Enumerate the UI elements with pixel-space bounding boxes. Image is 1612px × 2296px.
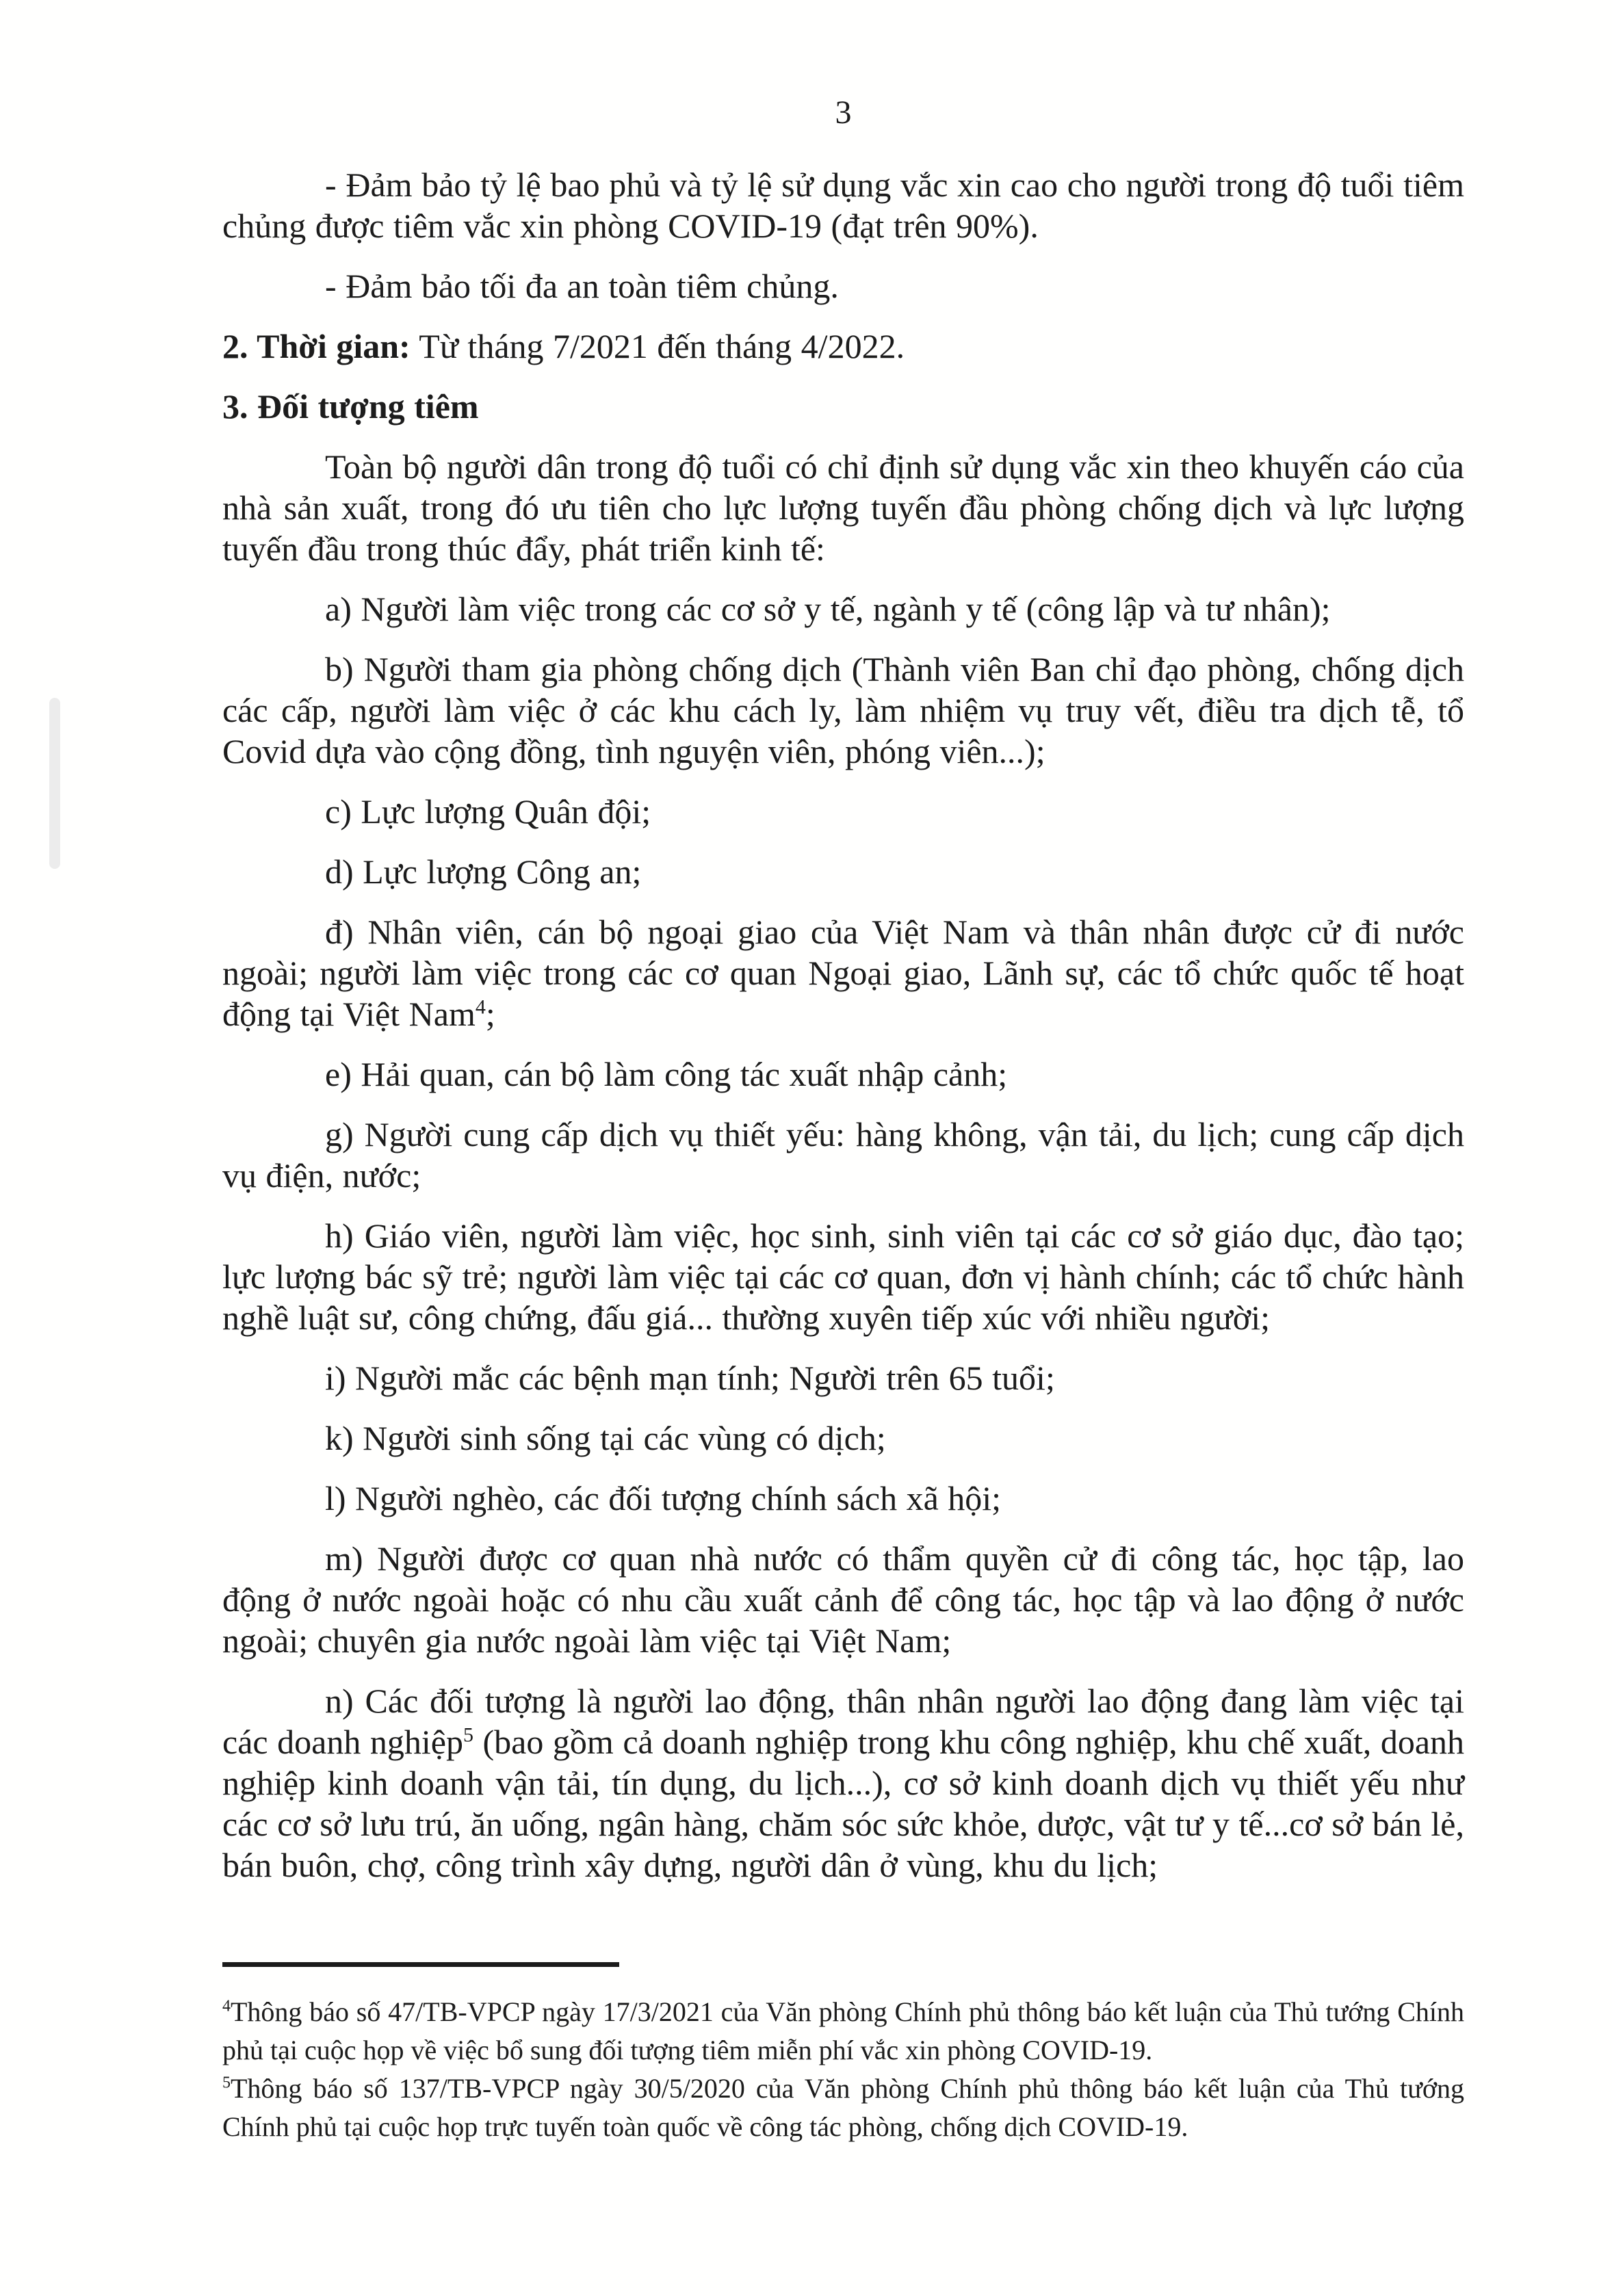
paragraph-text: đ) Nhân viên, cán bộ ngoại giao của Việt Nam và thân nhân được cử đi nước ngoài; người làm việc trong các cơ quan Ngoại giao, Lãnh sự, các tổ chức quốc tế hoạt động tại Việt Nam: [222, 913, 1464, 1033]
footnote-text: Thông báo số 47/TB-VPCP ngày 17/3/2021 của Văn phòng Chính phủ thông báo kết luận của Thủ tướng Chính phủ tại cuộc họp về việc bổ sung đối tượng tiêm miễn phí vắc xin phòng COVID-19.: [222, 1996, 1464, 2065]
footnote-number: 4: [222, 1997, 231, 2015]
paragraph-text: e) Hải quan, cán bộ làm công tác xuất nhập cảnh;: [325, 1055, 1008, 1093]
list-item-a: [222, 588, 1464, 629]
list-item-n: [222, 1680, 1464, 1886]
footnotes-section: [222, 1962, 1464, 2146]
list-item-d: [222, 851, 1464, 892]
paragraph-text: g) Người cung cấp dịch vụ thiết yếu: hàng không, vận tải, du lịch; cung cấp dịch vụ điện, nước;: [222, 1115, 1464, 1195]
list-item-m: [222, 1538, 1464, 1661]
list-item-i: [222, 1357, 1464, 1398]
footnote-divider: [222, 1962, 619, 1967]
section-heading-time: [222, 326, 1464, 367]
paragraph-text: Từ tháng 7/2021 đến tháng 4/2022.: [410, 327, 905, 365]
list-item-e: [222, 1054, 1464, 1095]
paragraph-text: b) Người tham gia phòng chống dịch (Thành viên Ban chỉ đạo phòng, chống dịch các cấp, người làm việc ở các khu cách ly, làm nhiệm vụ truy vết, điều tra dịch tễ, tổ Covid dựa vào cộng đồng, tình nguyện viên, phóng viên...);: [222, 650, 1464, 770]
scan-artifact: [49, 698, 60, 869]
list-item-h: [222, 1215, 1464, 1338]
list-item-k: [222, 1418, 1464, 1459]
list-item-dd: [222, 911, 1464, 1034]
paragraph-text: n) Các đối tượng là người lao động, thân nhân người lao động đang làm việc tại các doanh nghiệp: [222, 1682, 1464, 1761]
paragraph-text: a) Người làm việc trong các cơ sở y tế, ngành y tế (công lập và tư nhân);: [325, 590, 1331, 628]
paragraph-text: Toàn bộ người dân trong độ tuổi có chỉ định sử dụng vắc xin theo khuyến cáo của nhà sản xuất, trong đó ưu tiên cho lực lượng tuyến đầu phòng chống dịch và lực lượng tuyến đầu trong thúc đẩy, phát triển kinh tế:: [222, 447, 1464, 568]
list-item-l: [222, 1478, 1464, 1519]
footnote-ref: 4: [475, 995, 486, 1019]
paragraph-bold: 2. Thời gian:: [222, 327, 411, 365]
list-item-b: [222, 649, 1464, 772]
footnote-ref: 5: [463, 1723, 473, 1747]
footnote-number: 5: [222, 2074, 231, 2092]
document-content: [222, 92, 1464, 1886]
paragraph-text: i) Người mắc các bệnh mạn tính; Người trên 65 tuổi;: [325, 1359, 1055, 1397]
paragraph-text: - Đảm bảo tối đa an toàn tiêm chủng.: [325, 267, 839, 305]
paragraph-text: l) Người nghèo, các đối tượng chính sách xã hội;: [325, 1479, 1002, 1517]
paragraph-text: h) Giáo viên, người làm việc, học sinh, sinh viên tại các cơ sở giáo dục, đào tạo; lực lượng bác sỹ trẻ; người làm việc tại các cơ quan, đơn vị hành chính; các tổ chức hành nghề luật sư, công chứng, đấu giá... thường xuyên tiếp xúc với nhiều người;: [222, 1216, 1464, 1337]
paragraph: [222, 164, 1464, 246]
paragraph: [222, 265, 1464, 306]
paragraph-text: d) Lực lượng Công an;: [325, 852, 642, 891]
paragraph-text: m) Người được cơ quan nhà nước có thẩm quyền cử đi công tác, học tập, lao động ở nước ngoài hoặc có nhu cầu xuất cảnh để công tác, học tập và lao động ở nước ngoài; chuyên gia nước ngoài làm việc tại Việt Nam;: [222, 1539, 1464, 1660]
footnote: [222, 2070, 1464, 2146]
paragraph-text-after: ;: [485, 995, 495, 1033]
page-number: 3: [835, 94, 852, 131]
paragraph-bold: 3. Đối tượng tiêm: [222, 387, 479, 426]
paragraph-text: k) Người sinh sống tại các vùng có dịch;: [325, 1419, 886, 1457]
paragraph-text: - Đảm bảo tỷ lệ bao phủ và tỷ lệ sử dụng vắc xin cao cho người trong độ tuổi tiêm chủng được tiêm vắc xin phòng COVID-19 (đạt trên 90%).: [222, 166, 1464, 245]
paragraph-text-after: (bao gồm cả doanh nghiệp trong khu công nghiệp, khu chế xuất, doanh nghiệp kinh doanh vận tải, tín dụng, du lịch...), cơ sở kinh doanh dịch vụ thiết yếu như các cơ sở lưu trú, ăn uống, ngân hàng, chăm sóc sức khỏe, dược, vật tư y tế...cơ sở bán lẻ, bán buôn, chợ, công trình xây dựng, người dân ở vùng, khu du lịch;: [222, 1723, 1465, 1884]
footnote: [222, 1993, 1464, 2070]
list-item-g: [222, 1114, 1464, 1196]
paragraph: [222, 446, 1464, 569]
footnote-text: Thông báo số 137/TB-VPCP ngày 30/5/2020 của Văn phòng Chính phủ thông báo kết luận của Thủ tướng Chính phủ tại cuộc họp trực tuyến toàn quốc về công tác phòng, chống dịch COVID-19.: [222, 2073, 1464, 2142]
list-item-c: [222, 791, 1464, 832]
paragraph-text: c) Lực lượng Quân đội;: [325, 792, 651, 831]
section-heading-subjects: [222, 386, 1464, 427]
